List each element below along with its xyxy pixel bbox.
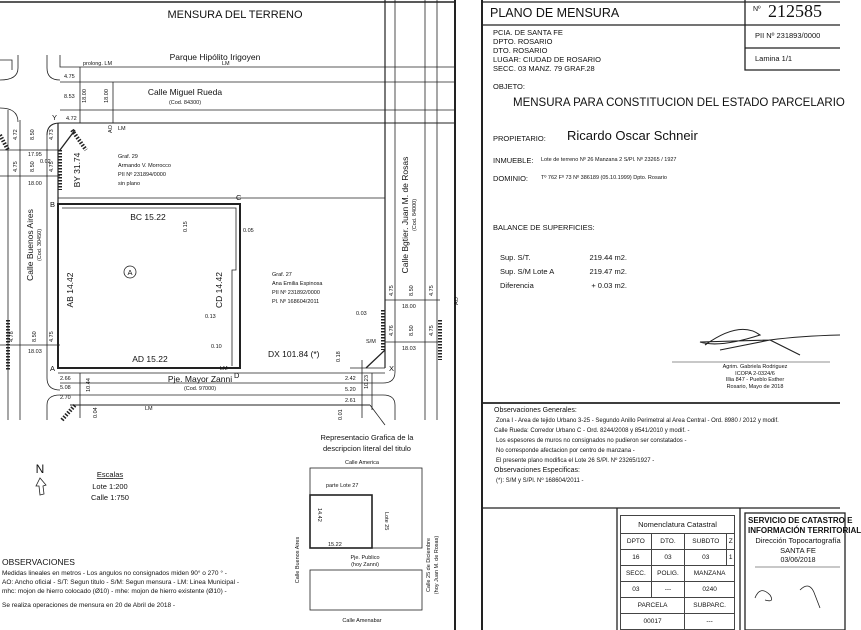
plan-title: PLANO DE MENSURA — [490, 6, 620, 20]
dimension-label: 8.53 — [64, 94, 75, 100]
dimension-label: 18.00 — [28, 181, 42, 187]
dimension-label: 17.95 — [28, 152, 42, 158]
obs-especificas-title: Observaciones Especificas: — [494, 467, 580, 474]
dimension-label: 4.76 — [389, 325, 395, 336]
scales-title: Escalas — [96, 470, 124, 479]
cell: 16 — [621, 550, 652, 566]
signer-line: Agrim. Gabriela Rodriguez — [722, 364, 788, 370]
plan-number: 212585 — [768, 1, 822, 21]
dimension-label: 5.20 — [345, 387, 356, 393]
street-zanni: Pje. Mayor Zanni — [167, 374, 233, 384]
dimension-label: AO — [108, 125, 114, 133]
dimension-label: 2.70 — [60, 395, 71, 401]
obs-line: Calle Rueda: Corredor Urbano C - Ord. 8244/2008 y 8541/2010 y modif. - — [494, 428, 690, 434]
dimension-label: 4.75 — [429, 285, 435, 296]
point-d: D — [234, 371, 240, 380]
dimension-label: 0.03 — [356, 311, 367, 317]
dimension-label: 4.75 — [389, 285, 395, 296]
dimension-label: 4.72 — [13, 129, 19, 140]
graf27-line: PII Nº 231892/0000 — [272, 290, 320, 296]
dimension-label: 4.75 — [429, 325, 435, 336]
street-zanni-code: (Cod. 97000) — [183, 386, 217, 392]
signer-block — [700, 364, 810, 390]
dimension-label: 18.03 — [28, 349, 42, 355]
dimension-label: (hoy Zanni) — [351, 562, 379, 568]
balance-label: Diferencia — [500, 281, 534, 290]
dimension-label: (hoy Juan M. de Rosas) — [434, 535, 440, 595]
dimension-label: 2.66 — [60, 376, 71, 382]
balance-title: BALANCE DE SUPERFICIES: — [493, 223, 595, 232]
dimension-label: Calle America — [345, 460, 379, 466]
dimension-label: 0.10 — [211, 344, 222, 350]
cell: --- — [651, 582, 684, 598]
cell: DTO. — [651, 534, 684, 550]
location-line: DTO. ROSARIO — [493, 46, 548, 55]
cell: 03 — [685, 550, 727, 566]
dimension-label: 0.04 — [93, 407, 99, 418]
graf29-line: PII Nº 231894/0000 — [118, 172, 166, 178]
dimension-label: 0.05 — [243, 228, 254, 234]
propietario-label: PROPIETARIO: — [493, 134, 546, 143]
title-representation — [295, 433, 440, 624]
dim-by: BY 31.74 — [72, 152, 82, 188]
dimension-label: 18.00 — [402, 304, 416, 310]
dimension-label: 18.00 — [104, 89, 110, 103]
nomenclatura-title: Nomenclatura Catastral — [621, 516, 735, 534]
drawing-title: MENSURA DEL TERRENO — [167, 9, 303, 21]
lamina: Lamina 1/1 — [755, 54, 793, 63]
point-y: Y — [52, 113, 58, 122]
street-rosas-code: (Cod. 84000) — [412, 198, 418, 232]
dimension-label: 2.61 — [345, 398, 356, 404]
obs-generales-title: Observaciones Generales: — [494, 407, 577, 414]
wall-line — [62, 208, 236, 366]
point-a: A — [50, 364, 56, 373]
dimension-label: 4.75 — [64, 74, 75, 80]
balance-value: 219.47 m2. — [589, 267, 627, 276]
location-line: LUGAR: CIUDAD DE ROSARIO — [493, 55, 601, 64]
point-c: C — [236, 193, 242, 202]
servicio-line: SERVICIO DE CATASTRO E — [748, 516, 853, 525]
street-buenos-aires: Calle Buenos Aires — [25, 209, 35, 281]
servicio-date: 03/06/2018 — [780, 557, 816, 564]
inmueble: Lote de terreno Nº 26 Manzana 2 S/Pl. Nº 23265 / 1927 — [541, 157, 677, 163]
cell: 1 — [727, 550, 735, 566]
dimension-label: 2.42 — [345, 376, 356, 382]
servicio-line: Dirección Topocartografía — [755, 536, 841, 545]
cell: MANZANA — [685, 566, 735, 582]
location-line: PCIA. DE SANTA FE — [493, 28, 563, 37]
scale-lote: Lote 1:200 — [92, 482, 128, 491]
dimension-label: Calle Buenos Aires — [295, 536, 301, 584]
dim-ad: AD 15.22 — [132, 354, 168, 364]
cell: SUBDTO — [685, 534, 727, 550]
dim-ab: AB 14.42 — [65, 272, 75, 308]
cell: 0240 — [685, 582, 735, 598]
dimension-label: 8.50 — [409, 325, 415, 336]
dimension-label: 10.23 — [364, 375, 370, 389]
repr-title: descripcion literal del titulo — [323, 444, 411, 453]
dimension-label: 0.13 — [205, 314, 216, 320]
signer-line: Illia 847 - Pueblo Esther — [725, 377, 785, 383]
servicio-line: SANTA FE — [780, 546, 816, 555]
street-rueda-code: (Cod. 84300) — [168, 100, 202, 106]
balance-value: 219.44 m2. — [589, 253, 627, 262]
nomenclatura-table — [620, 515, 735, 630]
graf27-line: Graf. 27 — [272, 272, 292, 278]
dimension-label: 4.78 — [9, 331, 15, 342]
graf29-line: sin plano — [118, 181, 141, 187]
dimension-label: Pje. Publico — [350, 555, 380, 561]
servicio-line: INFORMACIÓN TERRITORIAL — [748, 526, 861, 535]
point-x: X — [389, 364, 395, 373]
dimension-label: parte Lote 27 — [326, 483, 359, 489]
dimension-label: 0.02 — [40, 159, 51, 165]
dimension-label: LM — [145, 406, 153, 412]
obs-line: No corresponde afectacion por centro de manzana - — [496, 448, 635, 454]
dimension-label: 8.50 — [30, 129, 36, 140]
dimension-label: Lote 25 — [383, 512, 389, 531]
dimension-label: AO — [454, 297, 460, 305]
observacion-line: Medidas lineales en metros - Los angulos no consignados miden 90° o 270 ° - — [2, 570, 227, 577]
graf27-line: Pl. Nº 168604/2011 — [272, 299, 320, 305]
street-buenos-aires-code: (Cod. 30450) — [37, 228, 43, 262]
dimension-label: 4.75 — [13, 161, 19, 172]
dimension-label: LM — [118, 126, 126, 132]
cell: SUBPARC. — [685, 598, 735, 614]
observacion-line: mhc: mojon de hierro colocado (Ø10) - mhe: mojon de hierro existente (Ø10) - — [2, 588, 227, 595]
dimension-label: 4.75 — [49, 161, 55, 172]
signer-line: Rosario, Mayo de 2018 — [726, 383, 784, 390]
dominio: Tº 762 Fº 73 Nº 386189 (05.10.1999) Dpto. Rosario — [541, 175, 667, 181]
prolong-label: prolong. LM — [83, 61, 113, 67]
north-label: N — [35, 462, 45, 476]
graf29-line: Graf. 29 — [118, 154, 138, 160]
street-rosas: Calle Bgtier. Juan M. de Rosas — [400, 156, 410, 274]
objeto: MENSURA PARA CONSTITUCION DEL ESTADO PARCELARIO — [513, 97, 845, 109]
lm-label: LM — [222, 61, 230, 67]
cell: SECC. — [621, 566, 652, 582]
location-line: DPTO. ROSARIO — [493, 37, 553, 46]
dimension-label: 4.75 — [49, 331, 55, 342]
north-arrow-icon — [36, 478, 46, 495]
balance-labels — [500, 251, 554, 293]
dimension-label: Calle Amenabar — [342, 618, 382, 624]
location-block — [493, 28, 601, 73]
cell: 00017 — [621, 614, 685, 630]
balance-value: + 0.03 m2. — [591, 281, 627, 290]
dimension-label: 4.73 — [49, 129, 55, 140]
dimension-label: 14.42 — [316, 508, 322, 522]
signature-image — [700, 329, 840, 355]
repr-title: Representacio Grafica de la — [320, 433, 414, 442]
dimension-label: LM — [220, 366, 228, 372]
graf29-line: Armando V. Morrocco — [118, 163, 171, 169]
obs-line: Los espesores de muros no consignados no pudieron ser constatados - — [496, 438, 687, 444]
balance-label: Sup. S/T. — [500, 253, 531, 262]
scale-calle: Calle 1:750 — [91, 493, 129, 502]
propietario: Ricardo Oscar Schneir — [567, 128, 698, 143]
cell: Z — [727, 534, 735, 550]
dimension-label: 15.22 — [328, 542, 342, 548]
dimension-label: 0.15 — [183, 221, 189, 232]
dimension-label: Calle 25 de Diciembre — [426, 537, 432, 593]
servicio-block — [748, 516, 861, 566]
obs-line: El presente plano modifica el Lote 26 S/Pl. Nº 23265/1927 - — [496, 458, 655, 464]
obs-line: (*): S/M y S/Pl. Nº 168604/2011 - — [496, 478, 584, 484]
dim-dx: DX 101.84 (*) — [268, 349, 320, 359]
dimension-label: 4.72 — [66, 116, 77, 122]
cell: --- — [685, 614, 735, 630]
dimension-label: 8.50 — [409, 285, 415, 296]
cell: 03 — [651, 550, 684, 566]
point-b: B — [50, 200, 56, 209]
objeto-label: OBJETO: — [493, 82, 525, 91]
pii-number: PII Nº 231893/0000 — [755, 31, 821, 40]
balance-label: Sup. S/M Lote A — [500, 267, 555, 276]
observacion-line: AO: Ancho oficial - S/T: Segun titulo - S/M: Segun mensura - LM: Linea Municipal - — [2, 579, 239, 586]
dimension-label: 0.18 — [336, 351, 342, 362]
balance-values — [580, 251, 627, 293]
dimension-label: 18.00 — [82, 89, 88, 103]
dominio-label: DOMINIO: — [493, 174, 528, 183]
inmueble-label: INMUEBLE: — [493, 156, 534, 165]
dimension-label: 8.50 — [32, 331, 38, 342]
dimension-label: 0.01 — [338, 409, 344, 420]
official-signature-image — [755, 586, 820, 608]
cell: PARCELA — [621, 598, 685, 614]
cell: POLIG. — [651, 566, 684, 582]
graf27-line: Ana Emilia Espinosa — [272, 281, 323, 287]
dimension-label: 5.08 — [60, 385, 71, 391]
number-prefix: Nº — [753, 6, 761, 13]
dimension-label: 10.44 — [86, 378, 92, 392]
dim-bc: BC 15.22 — [130, 212, 166, 222]
cell: 03 — [621, 582, 652, 598]
street-parque: Parque Hipólito Irigoyen — [169, 52, 261, 62]
dimension-label: 18.03 — [402, 346, 416, 352]
observaciones-title: OBSERVACIONES — [2, 557, 75, 567]
dim-cd: CD 14.42 — [214, 272, 224, 308]
dimension-label: 8.50 — [30, 161, 36, 172]
cell: DPTO — [621, 534, 652, 550]
observacion-line: Se realiza operaciones de mensura en 20 de Abril de 2018 - — [2, 602, 176, 609]
signer-line: ICOPA 2-0324/6 — [735, 370, 775, 377]
observaciones-block — [494, 406, 779, 486]
obs-line: Zona I - Area de tejido Urbano 3-25 - Segundo Anillo Perimetral al Area Central - Ord. 8980 / 2012 y modif. — [496, 418, 779, 424]
dimension-label: S/M — [366, 339, 376, 345]
street-rueda: Calle Miguel Rueda — [147, 87, 223, 97]
lot-label: A — [127, 268, 133, 277]
location-line: SECC. 03 MANZ. 79 GRAF.28 — [493, 64, 595, 73]
